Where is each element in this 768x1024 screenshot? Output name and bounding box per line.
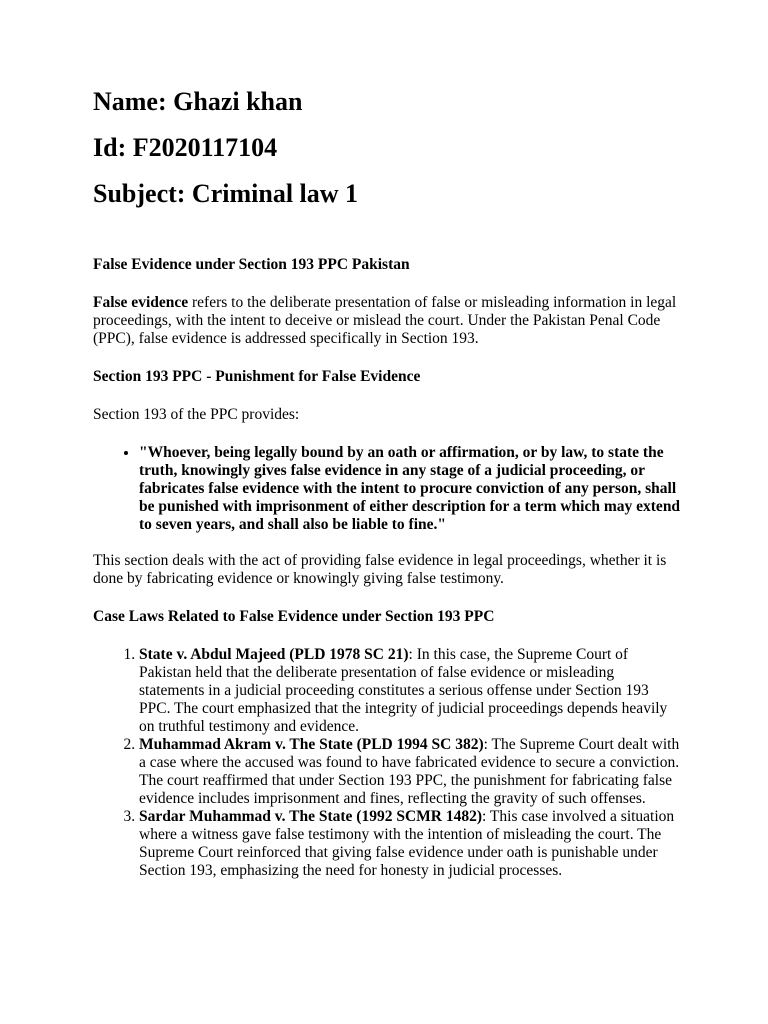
case-name: Muhammad Akram v. The State (PLD 1994 SC 382) [139, 736, 484, 753]
case-name: State v. Abdul Majeed (PLD 1978 SC 21) [139, 646, 409, 663]
section193-summary: This section deals with the act of providing false evidence in legal proceedings, whether it is done by fabricating evidence or knowingly giving false testimony. [93, 552, 667, 587]
intro-term: False evidence [93, 294, 189, 311]
case-text: : The Supreme Court dealt with a case where the accused was found to have fabricated evidence to secure a conviction. The court reaffirmed that under Section 193 PPC, the punishment for fabricating false evidence includes imprisonment and fines, reflecting the gravity of such offenses. [139, 736, 680, 807]
section193-title: Section 193 PPC - Punishment for False Evidence [93, 368, 421, 385]
case-text: : In this case, the Supreme Court of Pakistan held that the deliberate presentation of false evidence or misleading statements in a judicial proceeding constitutes a serious offense under Section 193 PPC. The court emphasized that the integrity of judicial proceedings depends heavily on truthful testimony and evidence. [139, 646, 668, 735]
student-id-heading: Id: F2020117104 [93, 133, 278, 162]
document-page [93, 86, 683, 880]
intro-text: refers to the deliberate presentation of false or misleading information in legal proceedings, with the intent to deceive or mislead the court. Under the Pakistan Penal Code (PPC), false evidence is addressed specifically in Section 193. [93, 294, 677, 347]
intro-paragraph [93, 294, 683, 348]
subject-heading: Subject: Criminal law 1 [93, 179, 359, 208]
case-item [139, 808, 683, 880]
section193-lead: Section 193 of the PPC provides: [93, 406, 300, 423]
case-laws-list [93, 646, 683, 880]
student-name-heading: Name: Ghazi khan [93, 87, 303, 116]
case-text: : This case involved a situation where a witness gave false testimony with the intention of misleading the court. The Supreme Court reinforced that giving false evidence under oath is punishable under Section 193, emphasizing the need for honesty in judicial processes. [139, 808, 675, 879]
section193-quote-list [93, 444, 683, 534]
case-item [139, 646, 683, 736]
case-name: Sardar Muhammad v. The State (1992 SCMR 1482) [139, 808, 483, 825]
case-item [139, 736, 683, 808]
section193-quote: • "Whoever, being legally bound by an oath or affirmation, or by law, to state the truth, knowingly gives false evidence in any stage of a judicial proceeding, or fabricates false evidence with the intent to procure conviction of any person, shall be punished with imprisonment of either description for a term which may extend to seven years, and shall also be liable to fine." [139, 444, 683, 534]
intro-title: False Evidence under Section 193 PPC Pakistan [93, 256, 410, 273]
case-laws-title: Case Laws Related to False Evidence under Section 193 PPC [93, 608, 495, 625]
